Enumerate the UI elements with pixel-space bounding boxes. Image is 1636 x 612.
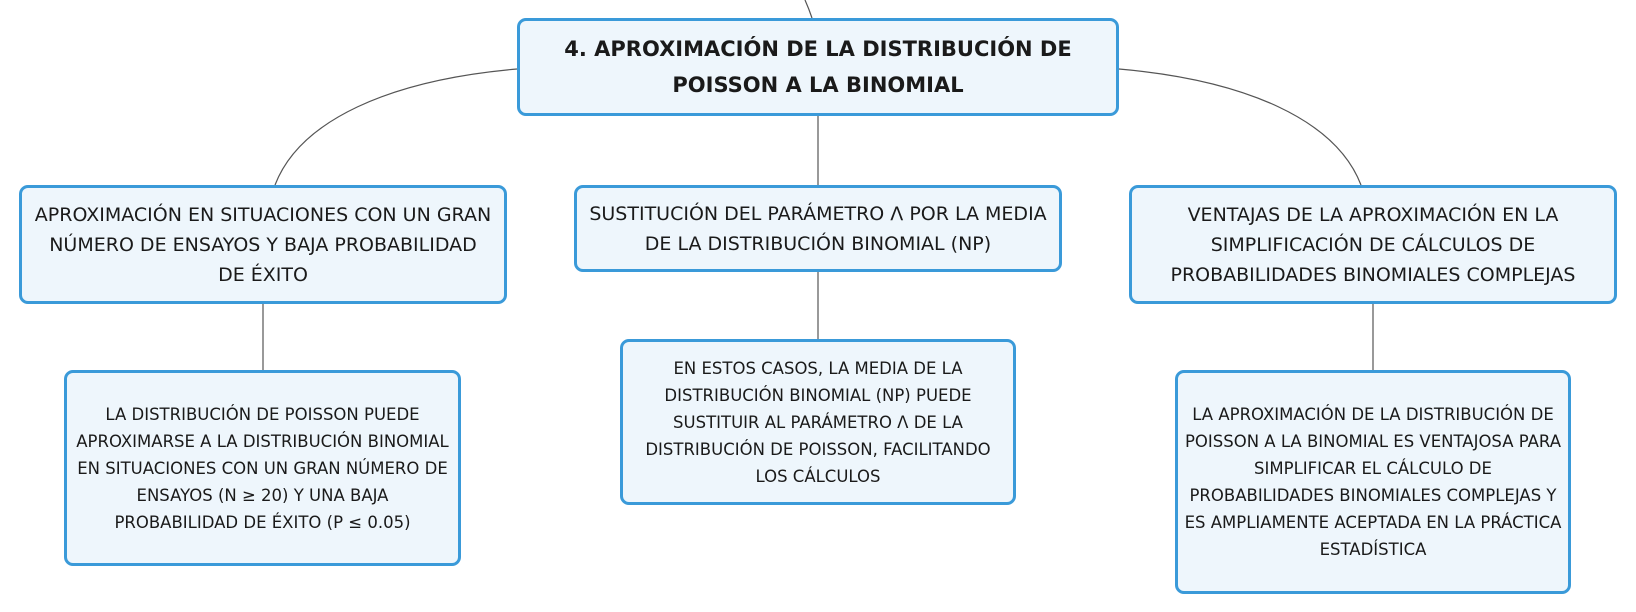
- connector-to-parent: [805, 0, 812, 18]
- detail-text: LA DISTRIBUCIÓN DE POISSON PUEDE APROXIMARSE A LA DISTRIBUCIÓN BINOMIAL EN SITUACIONES CON UN GRAN NÚMERO DE ENSAYOS (N ≥ 20) Y UNA BAJA PROBABILIDAD DE ÉXITO (P ≤ 0.05): [76, 404, 449, 532]
- branch-node-lambda-substitution[interactable]: [574, 185, 1062, 272]
- connector-root-to-left: [275, 69, 517, 185]
- detail-node-large-trials[interactable]: [64, 370, 461, 566]
- central-topic-node[interactable]: [517, 18, 1119, 116]
- detail-node-lambda-substitution[interactable]: [620, 339, 1016, 505]
- branch-node-advantages[interactable]: [1129, 185, 1617, 304]
- connector-root-to-right: [1119, 69, 1361, 185]
- detail-text: LA APROXIMACIÓN DE LA DISTRIBUCIÓN DE POISSON A LA BINOMIAL ES VENTAJOSA PARA SIMPLIFICAR EL CÁLCULO DE PROBABILIDADES BINOMIALES COMPLEJAS Y ES AMPLIAMENTE ACEPTADA EN LA PRÁCTICA ESTADÍSTICA: [1184, 405, 1562, 559]
- branch-label: VENTAJAS DE LA APROXIMACIÓN EN LA SIMPLIFICACIÓN DE CÁLCULOS DE PROBABILIDADES BINOMIALES COMPLEJAS: [1170, 203, 1576, 286]
- central-topic-title: 4. APROXIMACIÓN DE LA DISTRIBUCIÓN DE POISSON A LA BINOMIAL: [564, 37, 1072, 97]
- detail-text: EN ESTOS CASOS, LA MEDIA DE LA DISTRIBUCIÓN BINOMIAL (NP) PUEDE SUSTITUIR AL PARÁMETRO Λ DE LA DISTRIBUCIÓN DE POISSON, FACILITANDO LOS CÁLCULOS: [645, 358, 991, 486]
- detail-node-advantages[interactable]: [1175, 370, 1571, 594]
- branch-node-large-trials[interactable]: [19, 185, 507, 304]
- branch-label: APROXIMACIÓN EN SITUACIONES CON UN GRAN NÚMERO DE ENSAYOS Y BAJA PROBABILIDAD DE ÉXITO: [34, 203, 492, 286]
- branch-label: SUSTITUCIÓN DEL PARÁMETRO Λ POR LA MEDIA DE LA DISTRIBUCIÓN BINOMIAL (NP): [589, 202, 1047, 255]
